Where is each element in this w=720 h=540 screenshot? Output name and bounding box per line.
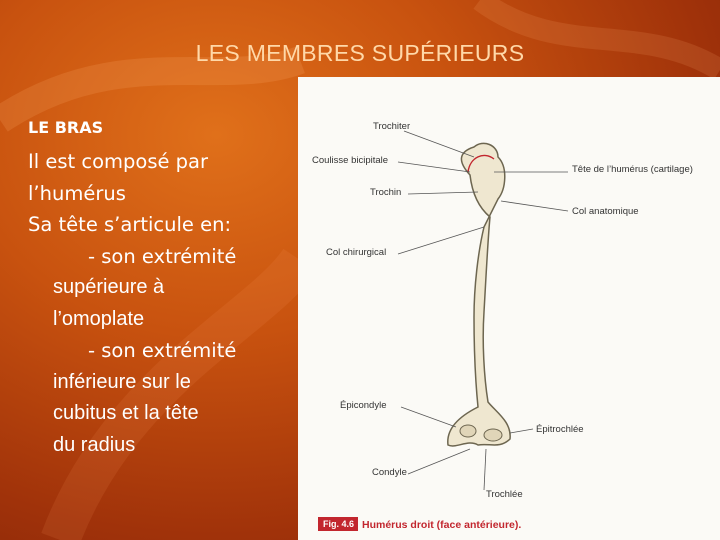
caption-number: Fig. 4.6 — [323, 519, 355, 529]
label-trochin: Trochin — [370, 187, 402, 198]
section-heading: LE BRAS — [28, 118, 104, 137]
text-line: - son extrémité — [88, 244, 237, 268]
label-trochiter: Trochiter — [373, 121, 411, 132]
label-condyle: Condyle — [372, 467, 407, 478]
label-coulisse-bicipitale: Coulisse bicipitale — [312, 155, 389, 166]
text-line: inférieure sur le — [53, 370, 191, 393]
text-line: du radius — [53, 433, 136, 456]
text-line: l’omoplate — [53, 307, 145, 330]
text-line: - son extrémité — [88, 339, 237, 362]
label-col-anatomique: Col anatomique — [572, 206, 639, 217]
text-line: Il est composé par — [28, 150, 209, 173]
slide-title: LES MEMBRES SUPÉRIEURS — [195, 40, 525, 66]
label-epitrochlee: Épitrochlée — [536, 424, 584, 435]
text-line: l’humérus — [28, 181, 126, 205]
text-line: Sa tête s’articule en: — [28, 213, 232, 236]
label-tete-humerus: Tête de l’humérus (cartilage) — [572, 164, 693, 175]
humerus-bone-illustration — [448, 143, 510, 446]
humerus-figure — [298, 77, 720, 540]
text-line: supérieure à — [53, 276, 165, 298]
label-trochlee: Trochlée — [486, 489, 523, 500]
label-epicondyle: Épicondyle — [340, 400, 387, 411]
body-text — [28, 146, 298, 461]
label-col-chirurgical: Col chirurgical — [326, 247, 387, 258]
text-line: cubitus et la tête — [53, 402, 199, 424]
caption-text: Humérus droit (face antérieure). — [362, 519, 522, 531]
